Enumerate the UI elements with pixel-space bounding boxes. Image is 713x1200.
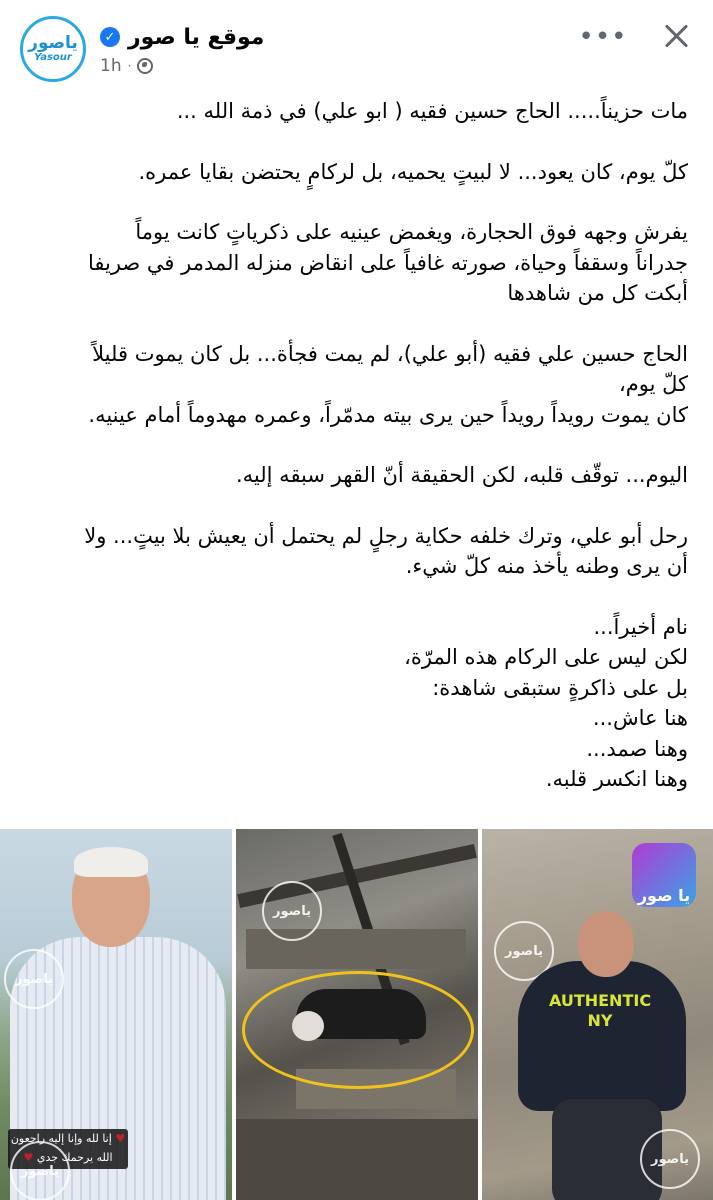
text-line: كان يموت رويداً رويداً حين يرى بيته مدمّراً، وعمره مهدوماً أمام عينيه. <box>88 402 688 427</box>
text-line: جدراناً وسقفاً وحياة، صورته غافياً على انقاض منزله المدمر في صريفا <box>87 250 688 275</box>
more-options-button[interactable]: ••• <box>578 22 628 52</box>
page-avatar[interactable] <box>20 16 86 82</box>
hoodie-print-line: NY <box>587 1011 613 1030</box>
watermark-logo: ياصور <box>640 1129 700 1189</box>
text-line: مات حزيناً..... الحاج حسين فقيه ( ابو علي) في ذمة الله ... <box>176 99 688 123</box>
globe-icon[interactable] <box>137 58 153 74</box>
text-line: يفرش وجهه فوق الحجارة، ويغمض عينيه على ذكرياتٍ كانت يوماً <box>135 220 688 244</box>
post-paragraph <box>28 460 688 491</box>
caption-line: إنا لله وإنا إليه راجعون <box>10 1132 112 1145</box>
post-paragraph <box>28 521 688 582</box>
verified-badge-icon: ✓ <box>100 27 120 47</box>
close-icon[interactable] <box>658 18 694 54</box>
text-line: الحاج حسين علي فقيه (أبو علي)، لم يمت فجأة... بل كان يموت قليلاً <box>92 341 688 366</box>
text-line: أن يرى وطنه يأخذ منه كلّ شيء. <box>405 554 688 578</box>
post-timestamp[interactable]: 1h <box>100 56 122 76</box>
watermark-logo: ياصور <box>494 921 554 981</box>
page-name-row <box>100 22 264 52</box>
post-paragraph <box>28 217 688 309</box>
watermark-logo: ياصور <box>262 881 322 941</box>
post-meta <box>100 56 153 76</box>
text-line: لكن ليس على الركام هذه المرّة، <box>404 645 688 669</box>
text-line: أبكت كل من شاهدها <box>507 281 688 305</box>
photo-hair <box>74 847 148 877</box>
post-paragraph <box>28 612 688 795</box>
meta-separator: · <box>127 59 132 73</box>
text-line: كلّ يوم، كان يعود... لا لبيتٍ يحميه، بل لركامٍ يحتضن بقايا عمره. <box>138 159 688 184</box>
post-text <box>28 96 688 825</box>
avatar-logo-latin: Yasour <box>34 52 72 63</box>
post-paragraph <box>28 157 688 188</box>
watermark-logo: ياصور <box>4 949 64 1009</box>
text-line: اليوم... توقّف قلبه، لكن الحقيقة أنّ القهر سبقه إليه. <box>236 463 688 487</box>
text-line: هنا عاش... <box>592 706 688 730</box>
yasour-app-logo <box>632 843 696 907</box>
hoodie-print-line: AUTHENTIC <box>548 991 652 1010</box>
post-header <box>0 0 713 90</box>
rubble-ground <box>236 1119 478 1200</box>
hoodie-print <box>540 991 660 1031</box>
text-line: نام أخيراً... <box>593 614 688 639</box>
logo-text: يا صور <box>637 886 691 905</box>
watermark-logo: ياصور <box>10 1141 70 1200</box>
text-line: وهنا انكسر قلبه. <box>545 767 688 791</box>
broken-heart-icon: ♥ <box>115 1132 126 1145</box>
text-line: وهنا صمد... <box>586 736 688 761</box>
caption-line: الله يرحمك جدي <box>36 1151 113 1164</box>
avatar-logo-arabic: ياصور <box>28 33 78 53</box>
post-paragraph <box>28 339 688 431</box>
photo-rubble-sitting[interactable] <box>482 829 713 1200</box>
photo-rubble-sleeping[interactable] <box>236 829 478 1200</box>
text-line: بل على ذاكرةٍ ستبقى شاهدة: <box>432 675 688 700</box>
post-paragraph <box>28 96 688 127</box>
photo-face <box>578 911 634 977</box>
photo-hoodie <box>518 961 686 1111</box>
photo-collage <box>0 829 713 1200</box>
highlight-circle <box>242 971 474 1089</box>
page-name-link[interactable]: موقع يا صور <box>128 24 265 50</box>
broken-heart-icon: ♥ <box>23 1151 34 1164</box>
photo-portrait[interactable] <box>0 829 232 1200</box>
text-line: كلّ يوم، <box>618 372 688 396</box>
text-line: رحل أبو علي، وترك خلفه حكاية رجلٍ لم يحتمل أن يعيش بلا بيتٍ... ولا <box>84 523 688 548</box>
